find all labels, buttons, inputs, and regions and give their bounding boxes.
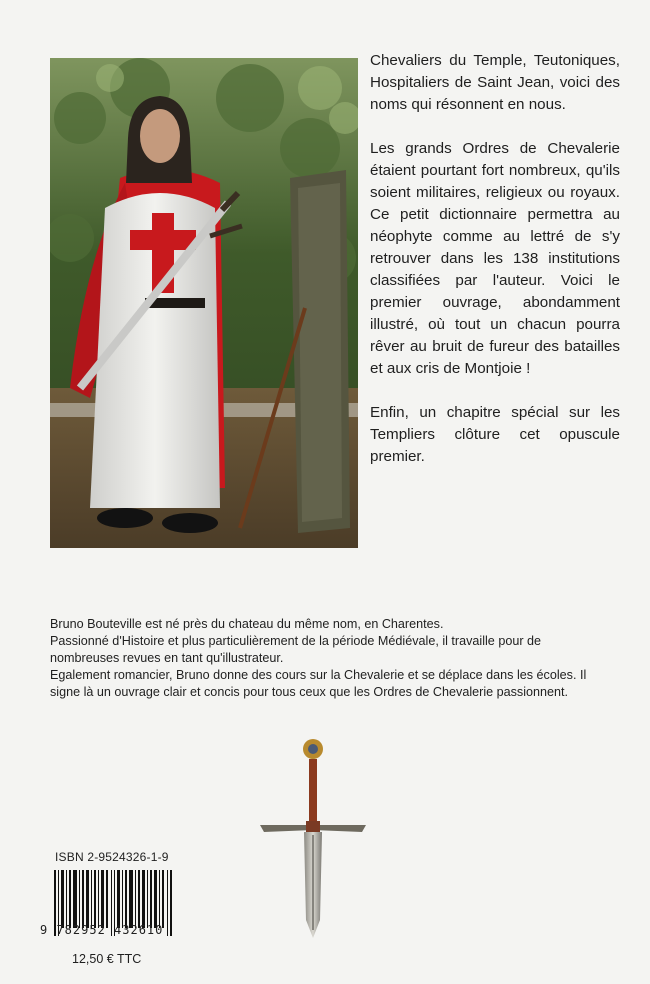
barcode-digits: 9 782952 432610 [40, 923, 164, 937]
isbn-label: ISBN 2-9524326-1-9 [55, 850, 169, 864]
author-biography [50, 616, 610, 701]
blurb-paragraph-3: Enfin, un chapitre spécial sur les Templiers clôture cet opuscule premier. [370, 404, 620, 465]
sword-illustration [258, 735, 370, 940]
blurb-paragraph-2: Les grands Ordres de Chevalerie étaient pourtant fort nombreux, qu'ils soient militaires, religieux ou royaux. Ce petit dictionnaire permettra au néophyte comme au lettré de s'y retrouver dans les 138 institutions classifiées par l'auteur. Voici le premier ouvrage, abondamment illustré, où tout un chacun pourra rêver au bruit de fureur des batailles et aux cris de Montjoie ! [370, 140, 620, 377]
bio-line-1: Bruno Bouteville est né près du chateau du même nom, en Charentes. [50, 617, 444, 631]
back-cover-blurb [370, 50, 620, 490]
blurb-paragraph-1: Chevaliers du Temple, Teutoniques, Hospitaliers de Saint Jean, voici des noms qui résonnent en nous. [370, 52, 620, 113]
bio-line-3: Egalement romancier, Bruno donne des cours sur la Chevalerie et se déplace dans les écoles. Il signe là un ouvrage clair et concis pour tous ceux que les Ordres de Chevalerie passionnent. [50, 668, 587, 699]
bio-line-2: Passionné d'Histoire et plus particulièrement de la période Médiévale, il travaille pour de nombreuses revues en tant qu'illustrateur. [50, 634, 542, 665]
price-label: 12,50 € TTC [72, 952, 142, 966]
cover-photo-knight [50, 58, 358, 548]
